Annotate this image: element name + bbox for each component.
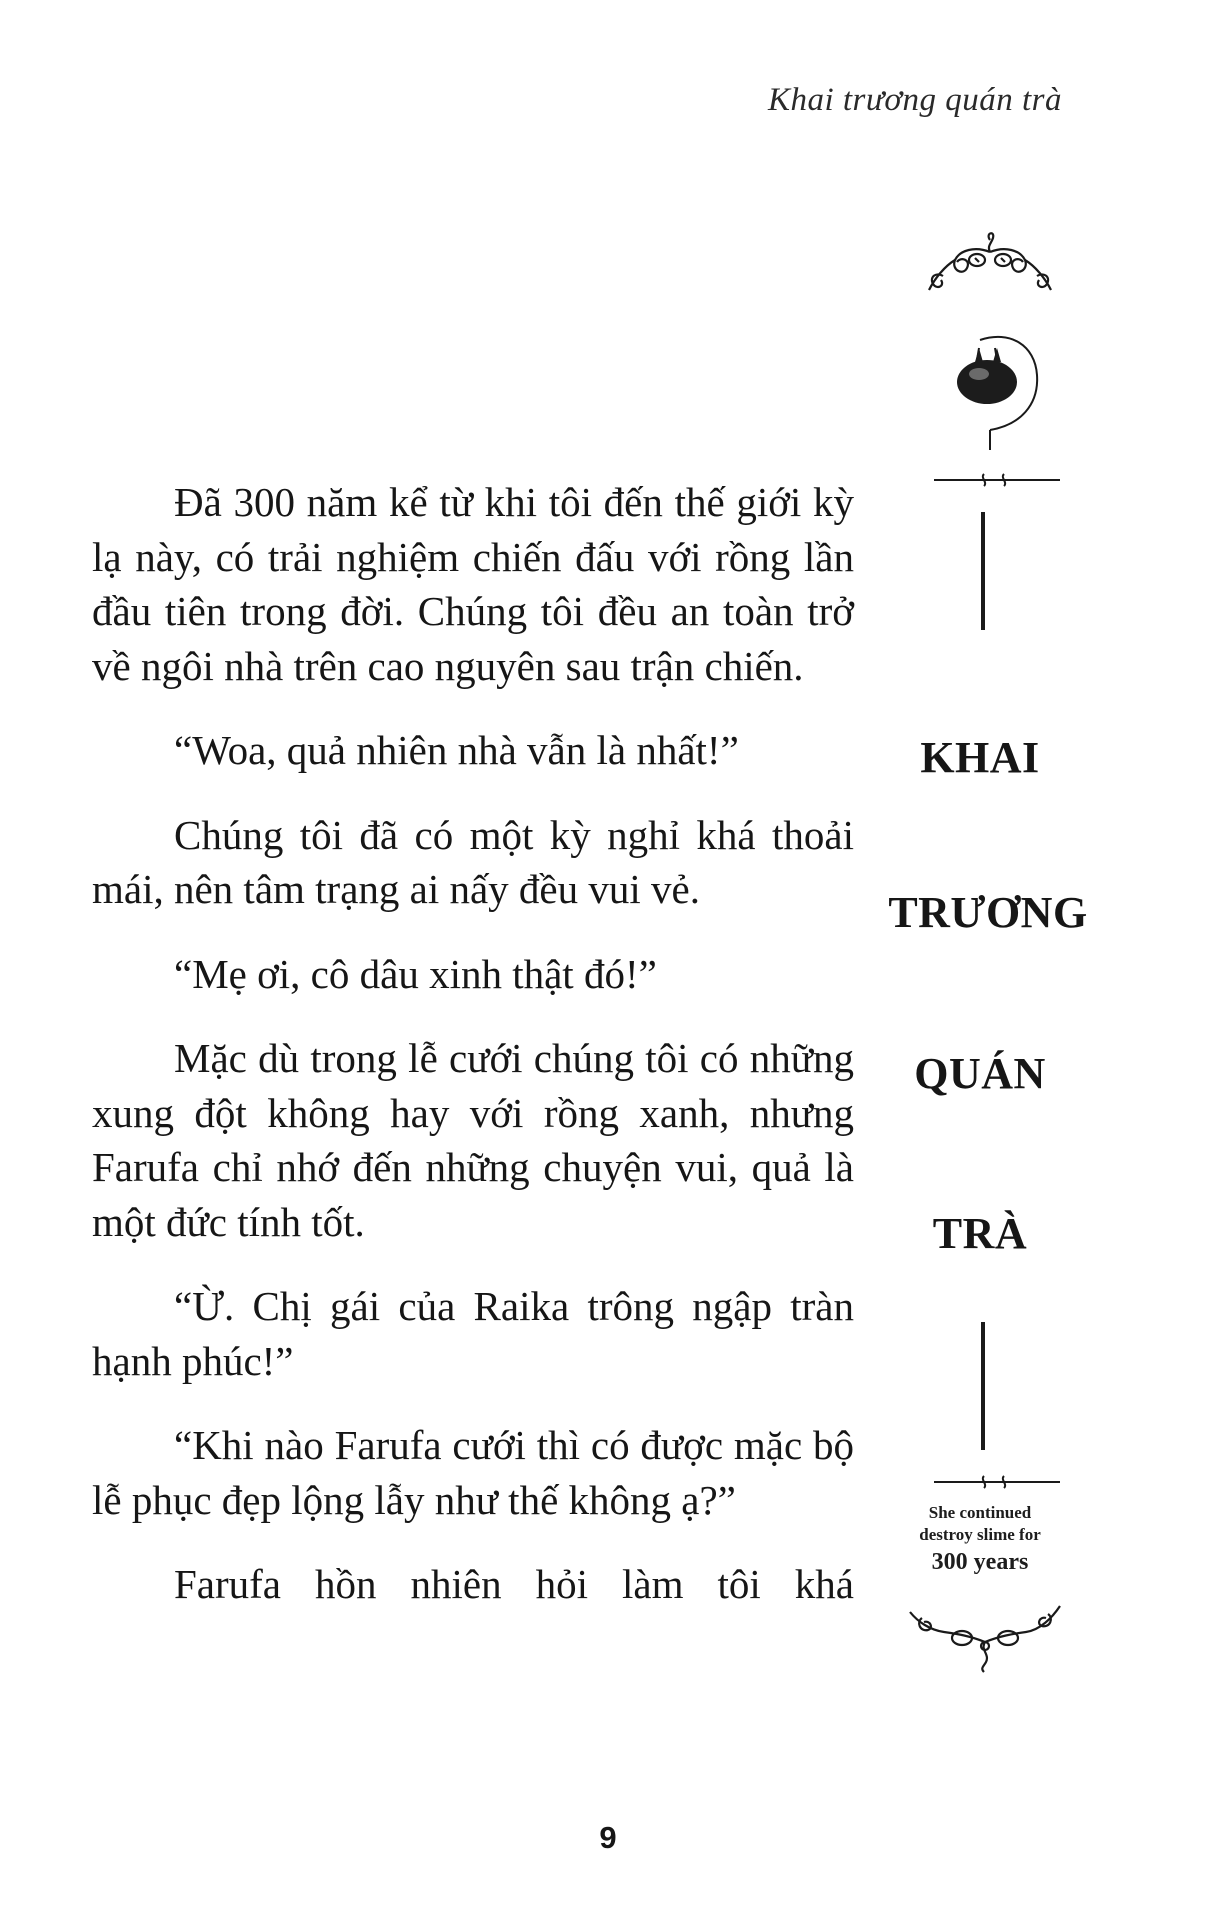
paragraph-2: “Woa, quả nhiên nhà vẫn là nhất!” xyxy=(174,727,739,773)
body-text xyxy=(92,475,854,1642)
side-title-word-2: TRƯƠNG xyxy=(888,888,1088,937)
vertical-rule-top xyxy=(981,512,985,630)
side-title-word-1: KHAI xyxy=(920,733,1040,782)
divider-icon xyxy=(932,470,1062,490)
paragraph-4: “Mẹ ơi, cô dâu xinh thật đó!” xyxy=(174,950,657,997)
series-caption-line-1: She continued xyxy=(928,1503,1032,1522)
side-title-word-3: QUÁN xyxy=(914,1049,1046,1098)
paragraph-5: Mặc dù trong lễ cưới chúng tôi có những xung đột không hay với rồng xanh, nhưng Farufa chỉ nhớ đến những chuyện vui, quả là một đức tính tốt. xyxy=(92,1035,854,1245)
running-header: Khai trương quán trà xyxy=(767,82,1062,118)
paragraph-7: “Khi nào Farufa cưới thì có được mặc bộ lễ phục đẹp lộng lẫy như thế không ạ?” xyxy=(92,1422,854,1523)
divider-icon xyxy=(932,1472,1062,1492)
paragraph-6: “Ừ. Chị gái của Raika trông ngập tràn hạnh phúc!” xyxy=(92,1283,854,1384)
scroll-flourish-icon xyxy=(900,1600,1070,1690)
page-number: 9 xyxy=(599,1820,617,1855)
series-caption xyxy=(880,1502,1080,1578)
side-title-word-4: TRÀ xyxy=(932,1209,1028,1258)
paragraph-8: Farufa hồn nhiên hỏi làm tôi khá xyxy=(174,1561,854,1607)
paragraph-3: Chúng tôi đã có một kỳ nghỉ khá thoải mái, nên tâm trạng ai nấy đều vui vẻ. xyxy=(92,811,854,912)
series-caption-line-3: 300 years xyxy=(931,1549,1029,1575)
series-caption-line-2: destroy slime for xyxy=(919,1525,1041,1544)
paragraph-1: Đã 300 năm kể từ khi tôi đến thế giới kỳ lạ này, có trải nghiệm chiến đấu với rồng lần đầu tiên trong đời. Chúng tôi đều an toàn trở về ngôi nhà trên cao nguyên sau trận chiến. xyxy=(92,479,854,689)
vertical-rule-bottom xyxy=(981,1322,985,1450)
teapot-icon xyxy=(935,300,1065,470)
